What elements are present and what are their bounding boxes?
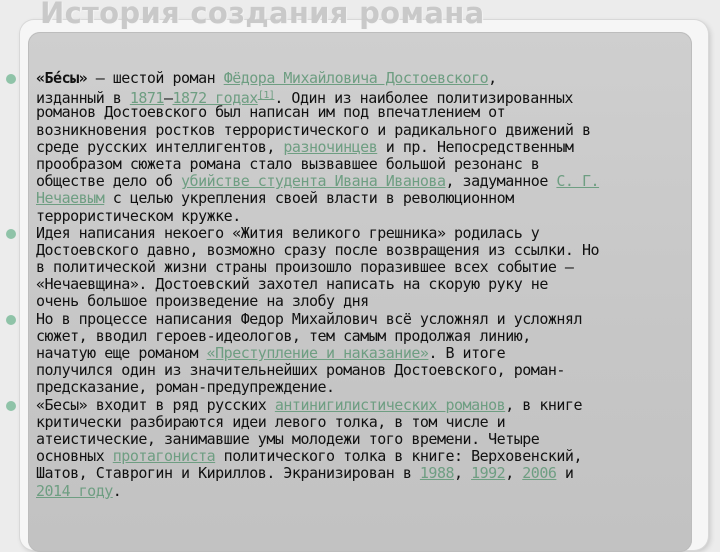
inline-link[interactable]: Нечаевым <box>36 189 105 208</box>
text-segment: основных <box>36 447 113 466</box>
text-line <box>0 448 720 465</box>
text-line <box>0 139 720 156</box>
text-segment: — <box>163 89 173 108</box>
text-segment: «Нечаевщина». Достоевский захотел написать на скорую руку не <box>36 275 548 294</box>
text-segment: , задуманное <box>445 172 557 191</box>
inline-link[interactable]: 1871 <box>129 89 164 108</box>
inline-link[interactable]: С. Г. <box>556 172 600 191</box>
text-segment: критически разбираются идеи левого толка, в том числе и <box>36 412 506 431</box>
slide-body <box>0 70 720 500</box>
text-segment: и пр. Непосредственным <box>377 137 574 156</box>
text-segment: начатую еще романом <box>36 344 207 362</box>
text-segment: изданный в <box>36 89 130 108</box>
text-segment: . <box>112 481 122 500</box>
inline-link[interactable]: «Преступление и наказание» <box>206 344 429 362</box>
text-segment: Достоевского давно, возможно сразу после возвращения из ссылки. Но <box>36 240 600 259</box>
text-segment: , <box>505 464 523 483</box>
text-segment: прообразом сюжета романа стало вызвавшее большой резонанс в <box>36 154 540 173</box>
text-line <box>0 431 720 448</box>
text-line <box>0 104 720 121</box>
bullet-paragraph <box>0 397 720 500</box>
text-segment: , в книге <box>505 395 582 414</box>
text-segment: предсказание, роман-предупреждение. <box>36 378 335 397</box>
slide-title: История создания романа <box>40 0 485 30</box>
text-line <box>0 190 720 207</box>
text-line <box>0 156 720 173</box>
inline-link[interactable]: антинигилистических романов <box>274 395 506 414</box>
text-line <box>0 483 720 500</box>
text-line <box>0 276 720 293</box>
inline-link[interactable]: Фёдора Михайловича Достоевского <box>223 69 489 87</box>
text-segment: , <box>454 464 472 483</box>
text-segment: и <box>556 464 574 483</box>
inline-link[interactable]: 1988 <box>419 464 455 483</box>
inline-link[interactable]: протагониста <box>112 447 216 466</box>
text-segment: — шестой роман <box>87 69 224 87</box>
text-line <box>0 259 720 276</box>
text-segment: очень большое произведение на злобу дня <box>36 292 369 311</box>
text-line <box>0 379 720 396</box>
text-segment: Идея написания некоего «Жития великого грешника» родилась у <box>36 223 540 242</box>
text-line <box>0 465 720 482</box>
text-line <box>0 225 720 242</box>
text-segment: политического толка в книге: Верховенский, <box>215 447 582 466</box>
bold-text: «Бе́сы» <box>36 69 88 87</box>
text-line <box>0 414 720 431</box>
text-line <box>0 242 720 259</box>
text-line <box>0 345 720 362</box>
text-line <box>0 208 720 225</box>
bullet-paragraph <box>0 225 720 311</box>
text-segment: Шатов, Ставрогин и Кириллов. Экранизирован в <box>36 464 420 483</box>
text-line <box>0 173 720 190</box>
footnote-link[interactable]: [1] <box>257 90 275 102</box>
text-line <box>0 397 720 414</box>
text-line <box>0 87 720 108</box>
inline-link[interactable]: разночинцев <box>283 137 378 156</box>
text-segment: романов Достоевского был написан им под впечатлением от <box>36 103 506 122</box>
text-segment: обществе дело об <box>36 172 182 191</box>
inline-link[interactable]: 2006 <box>522 464 557 483</box>
text-segment: атеистические, занимавшие умы молодежи того времени. Четыре <box>36 429 540 448</box>
text-line <box>0 293 720 310</box>
text-segment: получился один из значительнейших романов Достоевского, роман- <box>36 361 565 380</box>
text-line <box>0 122 720 139</box>
text-segment: «Бесы» входит в ряд русских <box>36 395 275 414</box>
inline-link[interactable]: 1992 <box>471 464 506 483</box>
text-line <box>0 70 720 87</box>
inline-link[interactable]: 2014 году <box>36 481 113 500</box>
text-segment: в политической жизни страны произошло поразившее всех событие — <box>36 258 574 277</box>
text-line <box>0 311 720 328</box>
inline-link[interactable]: убийстве студента Ивана Иванова <box>181 172 446 191</box>
text-segment: Но в процессе написания Федор Михайлович всё усложнял и усложнял <box>36 309 582 328</box>
text-segment: . Один из наиболее политизированных <box>274 89 573 108</box>
text-segment: возникновения ростков террористического и радикального движений в <box>36 120 591 139</box>
text-line <box>0 328 720 345</box>
text-segment: среде русских интеллигентов, <box>36 137 284 156</box>
bullet-paragraph <box>0 311 720 397</box>
text-line <box>0 362 720 379</box>
text-segment: сюжет, вводил героев-идеологов, тем самым продолжая линию, <box>36 326 531 345</box>
bullet-paragraph <box>0 70 720 225</box>
inline-link[interactable]: 1872 годах <box>172 89 258 108</box>
text-segment: , <box>488 69 497 87</box>
text-segment: террористическом кружке. <box>36 206 241 225</box>
text-segment: с целью укрепления своей власти в революционном <box>104 189 514 208</box>
text-segment: . В итоге <box>428 344 506 362</box>
